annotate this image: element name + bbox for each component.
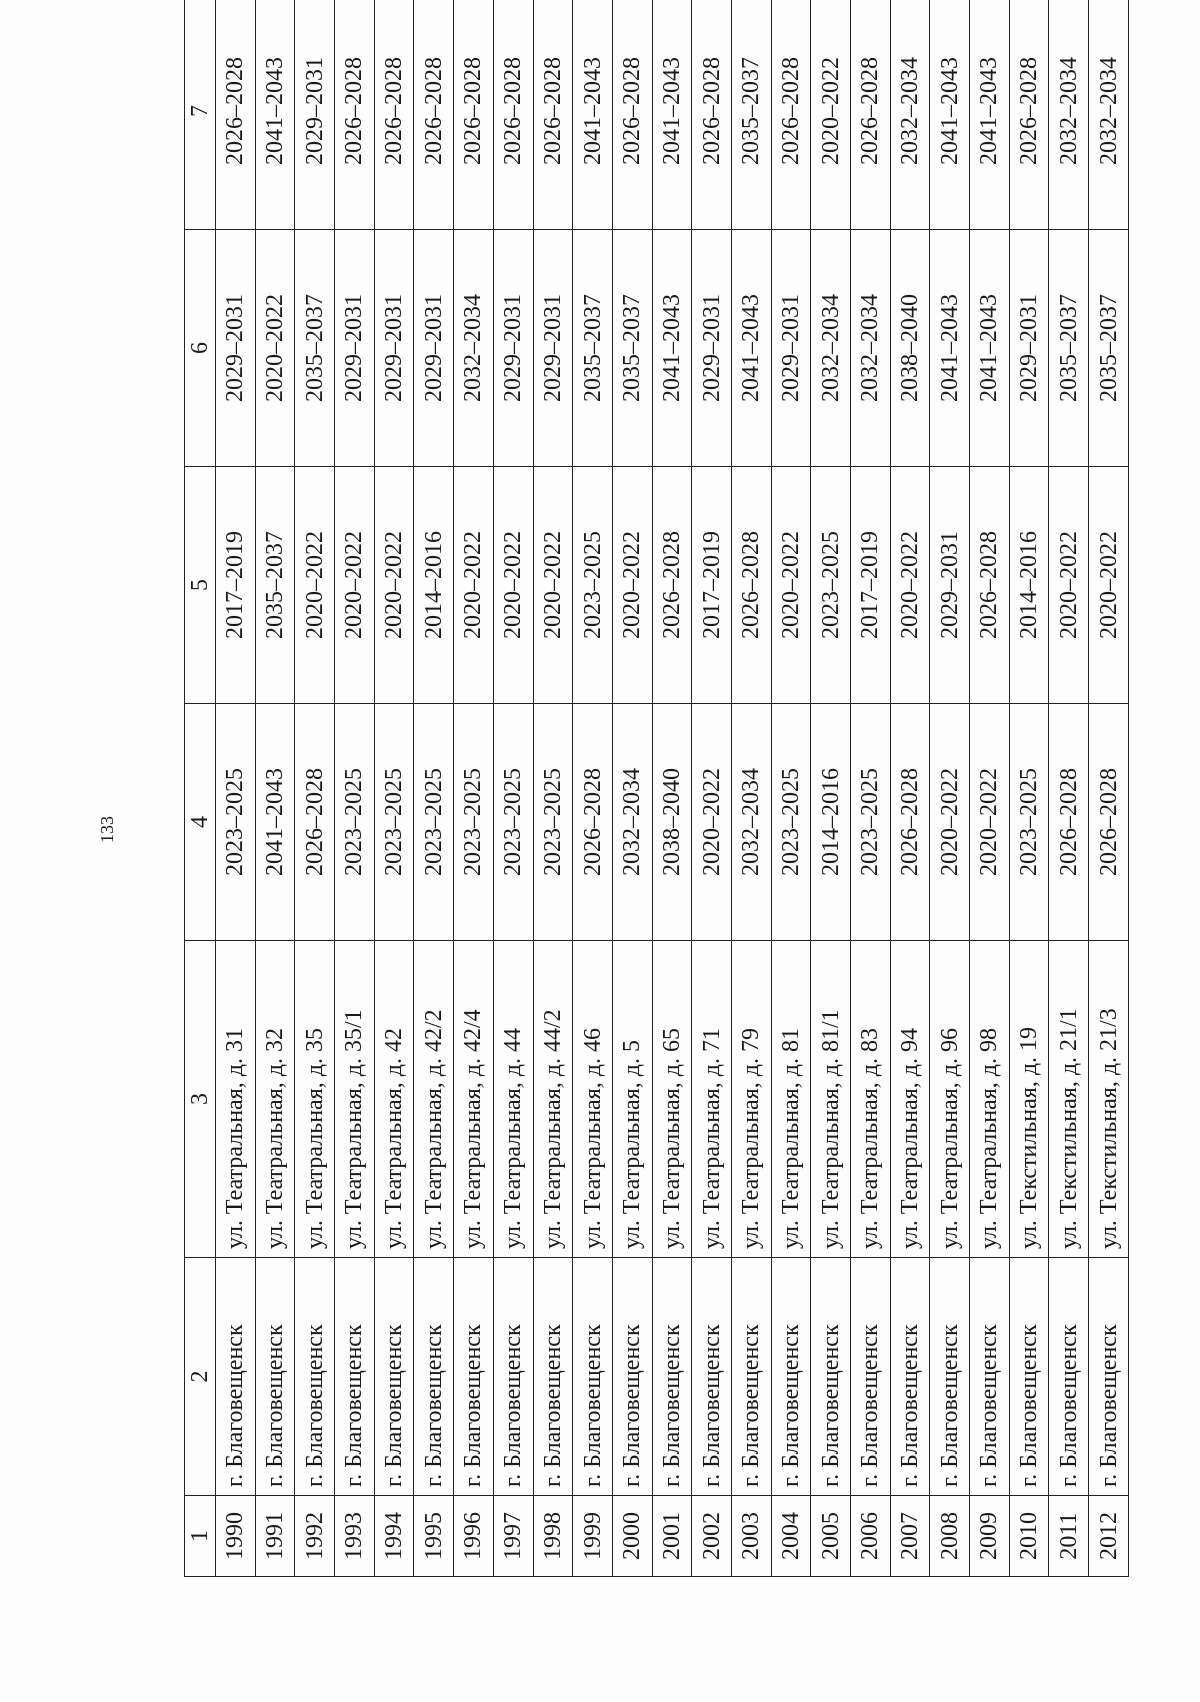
period-cell: 2035–2037	[295, 230, 335, 467]
period-cell: 2026–2028	[692, 0, 732, 230]
table-row	[851, 0, 891, 1577]
row-number-cell: 1997	[493, 1496, 533, 1577]
period-cell: 2029–2031	[1009, 230, 1049, 467]
row-number-cell: 1991	[255, 1496, 295, 1577]
column-header: 2	[185, 1258, 216, 1496]
period-cell: 2020–2022	[255, 230, 295, 467]
table-row	[374, 0, 414, 1577]
period-cell: 2020–2022	[335, 467, 375, 704]
row-number-cell: 2011	[1049, 1496, 1089, 1577]
period-cell: 2032–2034	[1049, 0, 1089, 230]
period-cell: 2026–2028	[573, 704, 613, 941]
period-cell: 2026–2028	[970, 467, 1010, 704]
address-cell: ул. Текстильная, д. 21/3	[1089, 941, 1129, 1258]
period-cell: 2023–2025	[1009, 704, 1049, 941]
table-row	[216, 0, 256, 1577]
address-cell: ул. Театральная, д. 42/4	[454, 941, 494, 1258]
period-cell: 2026–2028	[374, 0, 414, 230]
city-cell: г. Благовещенск	[533, 1258, 573, 1496]
period-cell: 2023–2025	[454, 704, 494, 941]
period-cell: 2020–2022	[890, 467, 930, 704]
period-cell: 2026–2028	[890, 704, 930, 941]
table-row	[692, 0, 732, 1577]
city-cell: г. Благовещенск	[652, 1258, 692, 1496]
row-number-cell: 2000	[612, 1496, 652, 1577]
table-row	[652, 0, 692, 1577]
table-row	[573, 0, 613, 1577]
row-number-cell: 2009	[970, 1496, 1010, 1577]
period-cell: 2032–2034	[890, 0, 930, 230]
city-cell: г. Благовещенск	[692, 1258, 732, 1496]
period-cell: 2023–2025	[533, 704, 573, 941]
address-cell: ул. Театральная, д. 98	[970, 941, 1010, 1258]
city-cell: г. Благовещенск	[374, 1258, 414, 1496]
city-cell: г. Благовещенск	[255, 1258, 295, 1496]
period-cell: 2017–2019	[216, 467, 256, 704]
table-row	[533, 0, 573, 1577]
row-number-cell: 2002	[692, 1496, 732, 1577]
column-header: 4	[185, 704, 216, 941]
period-cell: 2026–2028	[295, 704, 335, 941]
city-cell: г. Благовещенск	[295, 1258, 335, 1496]
period-cell: 2020–2022	[454, 467, 494, 704]
address-cell: ул. Театральная, д. 35	[295, 941, 335, 1258]
table-header	[185, 0, 216, 1577]
city-cell: г. Благовещенск	[335, 1258, 375, 1496]
address-cell: ул. Театральная, д. 81	[771, 941, 811, 1258]
table-row	[811, 0, 851, 1577]
row-number-cell: 1999	[573, 1496, 613, 1577]
period-cell: 2014–2016	[1009, 467, 1049, 704]
period-cell: 2029–2031	[493, 230, 533, 467]
city-cell: г. Благовещенск	[573, 1258, 613, 1496]
table-row	[771, 0, 811, 1577]
period-cell: 2026–2028	[851, 0, 891, 230]
period-cell: 2029–2031	[335, 230, 375, 467]
address-cell: ул. Театральная, д. 42	[374, 941, 414, 1258]
period-cell: 2020–2022	[930, 704, 970, 941]
period-cell: 2029–2031	[216, 230, 256, 467]
row-number-cell: 1994	[374, 1496, 414, 1577]
table-container	[184, 57, 1129, 1577]
period-cell: 2026–2028	[533, 0, 573, 230]
period-cell: 2038–2040	[890, 230, 930, 467]
table-body	[216, 0, 1129, 1577]
period-cell: 2041–2043	[731, 230, 771, 467]
table-row	[930, 0, 970, 1577]
period-cell: 2020–2022	[533, 467, 573, 704]
city-cell: г. Благовещенск	[1089, 1258, 1129, 1496]
city-cell: г. Благовещенск	[1009, 1258, 1049, 1496]
period-cell: 2035–2037	[1049, 230, 1089, 467]
city-cell: г. Благовещенск	[612, 1258, 652, 1496]
address-cell: ул. Театральная, д. 44/2	[533, 941, 573, 1258]
header-row	[185, 0, 216, 1577]
table-row	[1049, 0, 1089, 1577]
city-cell: г. Благовещенск	[930, 1258, 970, 1496]
period-cell: 2041–2043	[930, 0, 970, 230]
period-cell: 2020–2022	[1089, 467, 1129, 704]
column-header: 3	[185, 941, 216, 1258]
city-cell: г. Благовещенск	[414, 1258, 454, 1496]
period-cell: 2017–2019	[851, 467, 891, 704]
column-header: 5	[185, 467, 216, 704]
period-cell: 2041–2043	[652, 0, 692, 230]
period-cell: 2026–2028	[216, 0, 256, 230]
period-cell: 2020–2022	[374, 467, 414, 704]
period-cell: 2029–2031	[295, 0, 335, 230]
city-cell: г. Благовещенск	[731, 1258, 771, 1496]
period-cell: 2026–2028	[652, 467, 692, 704]
city-cell: г. Благовещенск	[811, 1258, 851, 1496]
city-cell: г. Благовещенск	[890, 1258, 930, 1496]
table-row	[1089, 0, 1129, 1577]
address-cell: ул. Текстильная, д. 19	[1009, 941, 1049, 1258]
period-cell: 2023–2025	[216, 704, 256, 941]
period-cell: 2041–2043	[573, 0, 613, 230]
period-cell: 2020–2022	[771, 467, 811, 704]
address-cell: ул. Театральная, д. 46	[573, 941, 613, 1258]
period-cell: 2029–2031	[930, 467, 970, 704]
table-row	[255, 0, 295, 1577]
city-cell: г. Благовещенск	[216, 1258, 256, 1496]
address-cell: ул. Театральная, д. 94	[890, 941, 930, 1258]
address-cell: ул. Театральная, д. 31	[216, 941, 256, 1258]
table-row	[731, 0, 771, 1577]
period-cell: 2026–2028	[771, 0, 811, 230]
period-cell: 2026–2028	[731, 467, 771, 704]
period-cell: 2029–2031	[771, 230, 811, 467]
period-cell: 2014–2016	[811, 704, 851, 941]
period-cell: 2023–2025	[771, 704, 811, 941]
period-cell: 2026–2028	[335, 0, 375, 230]
period-cell: 2023–2025	[573, 467, 613, 704]
period-cell: 2020–2022	[692, 704, 732, 941]
period-cell: 2020–2022	[1049, 467, 1089, 704]
row-number-cell: 2003	[731, 1496, 771, 1577]
table-row	[1009, 0, 1049, 1577]
row-number-cell: 1992	[295, 1496, 335, 1577]
period-cell: 2038–2040	[652, 704, 692, 941]
row-number-cell: 2008	[930, 1496, 970, 1577]
period-cell: 2026–2028	[1089, 704, 1129, 941]
city-cell: г. Благовещенск	[493, 1258, 533, 1496]
city-cell: г. Благовещенск	[1049, 1258, 1089, 1496]
period-cell: 2029–2031	[374, 230, 414, 467]
period-cell: 2041–2043	[255, 0, 295, 230]
address-cell: ул. Театральная, д. 81/1	[811, 941, 851, 1258]
table-row	[890, 0, 930, 1577]
table-row	[970, 0, 1010, 1577]
period-cell: 2023–2025	[414, 704, 454, 941]
address-cell: ул. Текстильная, д. 21/1	[1049, 941, 1089, 1258]
period-cell: 2032–2034	[731, 704, 771, 941]
row-number-cell: 1998	[533, 1496, 573, 1577]
period-cell: 2035–2037	[573, 230, 613, 467]
row-number-cell: 2001	[652, 1496, 692, 1577]
period-cell: 2032–2034	[454, 230, 494, 467]
period-cell: 2032–2034	[851, 230, 891, 467]
period-cell: 2041–2043	[255, 704, 295, 941]
period-cell: 2026–2028	[1009, 0, 1049, 230]
period-cell: 2041–2043	[930, 230, 970, 467]
row-number-cell: 1996	[454, 1496, 494, 1577]
period-cell: 2023–2025	[374, 704, 414, 941]
period-cell: 2026–2028	[493, 0, 533, 230]
address-cell: ул. Театральная, д. 5	[612, 941, 652, 1258]
period-cell: 2020–2022	[612, 467, 652, 704]
table-row	[335, 0, 375, 1577]
period-cell: 2029–2031	[692, 230, 732, 467]
row-number-cell: 2007	[890, 1496, 930, 1577]
period-cell: 2020–2022	[970, 704, 1010, 941]
column-header: 1	[185, 1496, 216, 1577]
row-number-cell: 2005	[811, 1496, 851, 1577]
row-number-cell: 1995	[414, 1496, 454, 1577]
period-cell: 2032–2034	[1089, 0, 1129, 230]
period-cell: 2014–2016	[414, 467, 454, 704]
period-cell: 2035–2037	[731, 0, 771, 230]
row-number-cell: 1993	[335, 1496, 375, 1577]
city-cell: г. Благовещенск	[771, 1258, 811, 1496]
period-cell: 2023–2025	[335, 704, 375, 941]
schedule-table	[184, 0, 1129, 1577]
city-cell: г. Благовещенск	[454, 1258, 494, 1496]
period-cell: 2041–2043	[970, 0, 1010, 230]
period-cell: 2026–2028	[414, 0, 454, 230]
period-cell: 2023–2025	[851, 704, 891, 941]
address-cell: ул. Театральная, д. 71	[692, 941, 732, 1258]
period-cell: 2035–2037	[255, 467, 295, 704]
period-cell: 2017–2019	[692, 467, 732, 704]
column-header: 6	[185, 230, 216, 467]
period-cell: 2026–2028	[454, 0, 494, 230]
row-number-cell: 2004	[771, 1496, 811, 1577]
period-cell: 2023–2025	[493, 704, 533, 941]
period-cell: 2035–2037	[1089, 230, 1129, 467]
period-cell: 2032–2034	[612, 704, 652, 941]
period-cell: 2020–2022	[493, 467, 533, 704]
table-row	[493, 0, 533, 1577]
period-cell: 2032–2034	[811, 230, 851, 467]
address-cell: ул. Театральная, д. 32	[255, 941, 295, 1258]
address-cell: ул. Театральная, д. 83	[851, 941, 891, 1258]
row-number-cell: 2012	[1089, 1496, 1129, 1577]
table-row	[414, 0, 454, 1577]
period-cell: 2020–2022	[811, 0, 851, 230]
table-row	[454, 0, 494, 1577]
period-cell: 2023–2025	[811, 467, 851, 704]
address-cell: ул. Театральная, д. 42/2	[414, 941, 454, 1258]
period-cell: 2041–2043	[652, 230, 692, 467]
address-cell: ул. Театральная, д. 65	[652, 941, 692, 1258]
address-cell: ул. Театральная, д. 35/1	[335, 941, 375, 1258]
table-row	[295, 0, 335, 1577]
city-cell: г. Благовещенск	[851, 1258, 891, 1496]
city-cell: г. Благовещенск	[970, 1258, 1010, 1496]
address-cell: ул. Театральная, д. 96	[930, 941, 970, 1258]
period-cell: 2020–2022	[295, 467, 335, 704]
column-header: 7	[185, 0, 216, 230]
table-row	[612, 0, 652, 1577]
period-cell: 2035–2037	[612, 230, 652, 467]
address-cell: ул. Театральная, д. 79	[731, 941, 771, 1258]
period-cell: 2029–2031	[414, 230, 454, 467]
row-number-cell: 2006	[851, 1496, 891, 1577]
period-cell: 2026–2028	[1049, 704, 1089, 941]
period-cell: 2029–2031	[533, 230, 573, 467]
row-number-cell: 1990	[216, 1496, 256, 1577]
period-cell: 2026–2028	[612, 0, 652, 230]
row-number-cell: 2010	[1009, 1496, 1049, 1577]
address-cell: ул. Театральная, д. 44	[493, 941, 533, 1258]
page-number: 133	[97, 816, 117, 843]
period-cell: 2041–2043	[970, 230, 1010, 467]
